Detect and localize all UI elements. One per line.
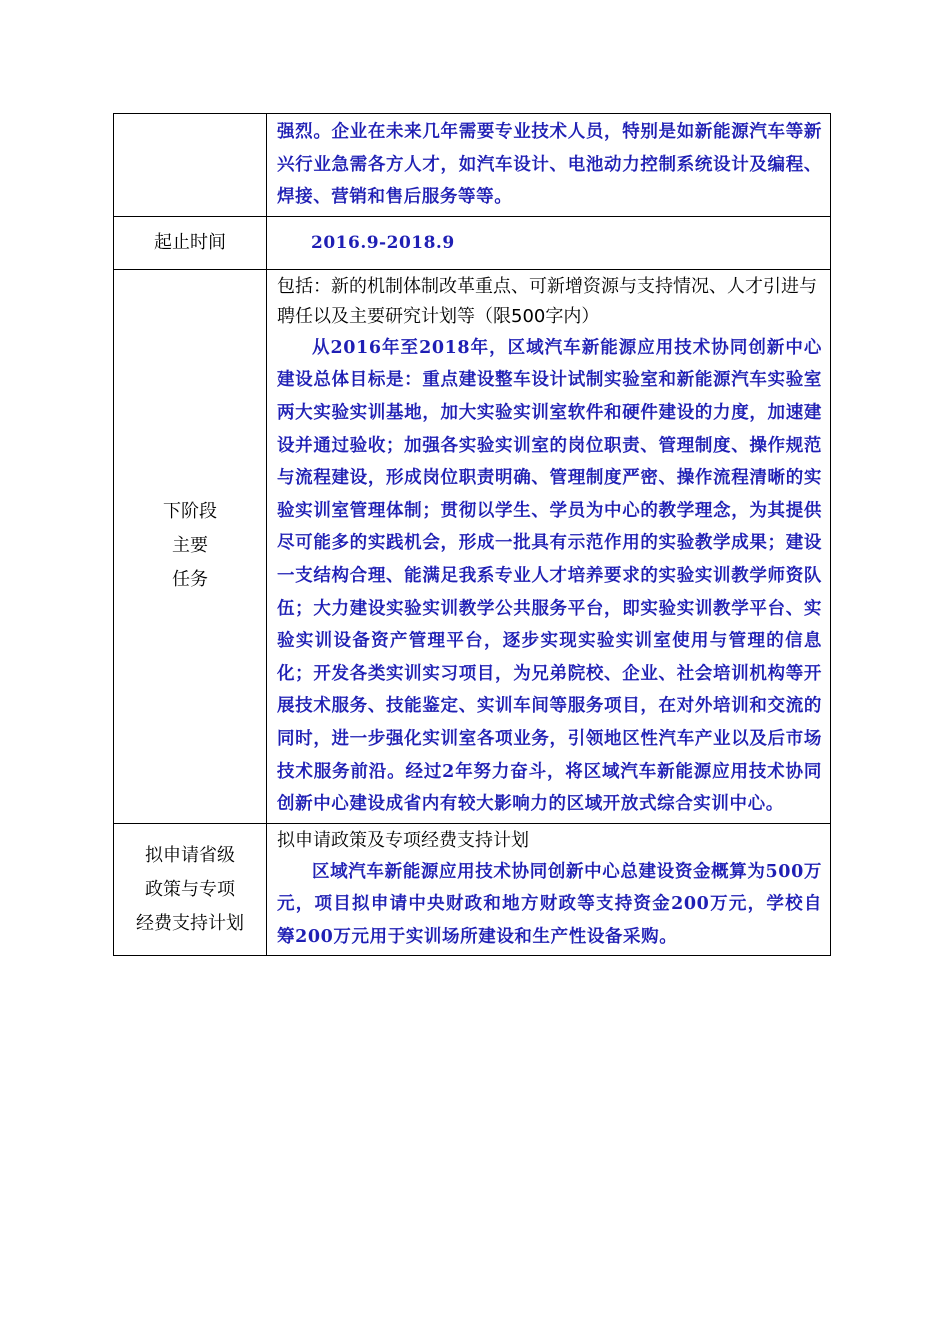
table-row-tasks: [114, 269, 831, 823]
period-value: 2016.9-2018.9: [311, 232, 455, 253]
funding-content-cell: [267, 823, 831, 956]
period-value-cell: [267, 216, 831, 269]
funding-label: [114, 823, 267, 956]
table-row-funding: [114, 823, 831, 956]
background-content-cell: [267, 114, 831, 217]
table-row-period: [114, 216, 831, 269]
funding-body: 区域汽车新能源应用技术协同创新中心总建设资金概算为500万元，项目拟申请中央财政和地方财政等支持资金200万元，学校自筹200万元用于实训场所建设和生产性设备采购。: [277, 861, 822, 947]
form-table: [113, 113, 831, 956]
tasks-label-line-1: 下阶段: [163, 501, 217, 523]
funding-label-line-1: 拟申请省级: [145, 844, 235, 866]
tasks-label: [114, 269, 267, 823]
funding-label-line-3: 经费支持计划: [136, 912, 244, 934]
tasks-intro: 包括：新的机制体制改革重点、可新增资源与支持情况、人才引进与聘任以及主要研究计划等（限500字内）: [277, 275, 817, 327]
empty-label-cell: [114, 114, 267, 217]
funding-label-line-2: 政策与专项: [145, 878, 235, 900]
funding-intro: 拟申请政策及专项经费支持计划: [277, 829, 529, 851]
table-row-background: [114, 114, 831, 217]
tasks-content-cell: [267, 269, 831, 823]
period-label: 起止时间: [114, 216, 267, 269]
background-text: 强烈。企业在未来几年需要专业技术人员，特别是如新能源汽车等新兴行业急需各方人才，如汽车设计、电池动力控制系统设计及编程、焊接、营销和售后服务等等。: [277, 122, 822, 208]
tasks-label-line-2: 主要: [172, 535, 208, 557]
tasks-body: 从2016年至2018年，区域汽车新能源应用技术协同创新中心建设总体目标是：重点建设整车设计试制实验室和新能源汽车实验室两大实验实训基地，加大实验实训室软件和硬件建设的力度，加速建设并通过验收；加强各实验实训室的岗位职责、管理制度、操作规范与流程建设，形成岗位职责明确、管理制度严密、操作流程清晰的实验实训室管理体制；贯彻以学生、学员为中心的教学理念，为其提供尽可能多的实践机会，形成一批具有示范作用的实验教学成果；建设一支结构合理、能满足我系专业人才培养要求的实验实训教学师资队伍；大力建设实验实训教学公共服务平台，即实验实训教学平台、实验实训设备资产管理平台，逐步实现实验实训室使用与管理的信息化；开发各类实训实习项目，为兄弟院校、企业、社会培训机构等开展技术服务、技能鉴定、实训车间等服务项目，在对外培训和交流的同时，进一步强化实训室各项业务，引领地区性汽车产业以及后市场技术服务前沿。经过2年努力奋斗，将区域汽车新能源应用技术协同创新中心建设成省内有较大影响力的区域开放式综合实训中心。: [277, 337, 822, 815]
tasks-label-line-3: 任务: [172, 569, 208, 591]
